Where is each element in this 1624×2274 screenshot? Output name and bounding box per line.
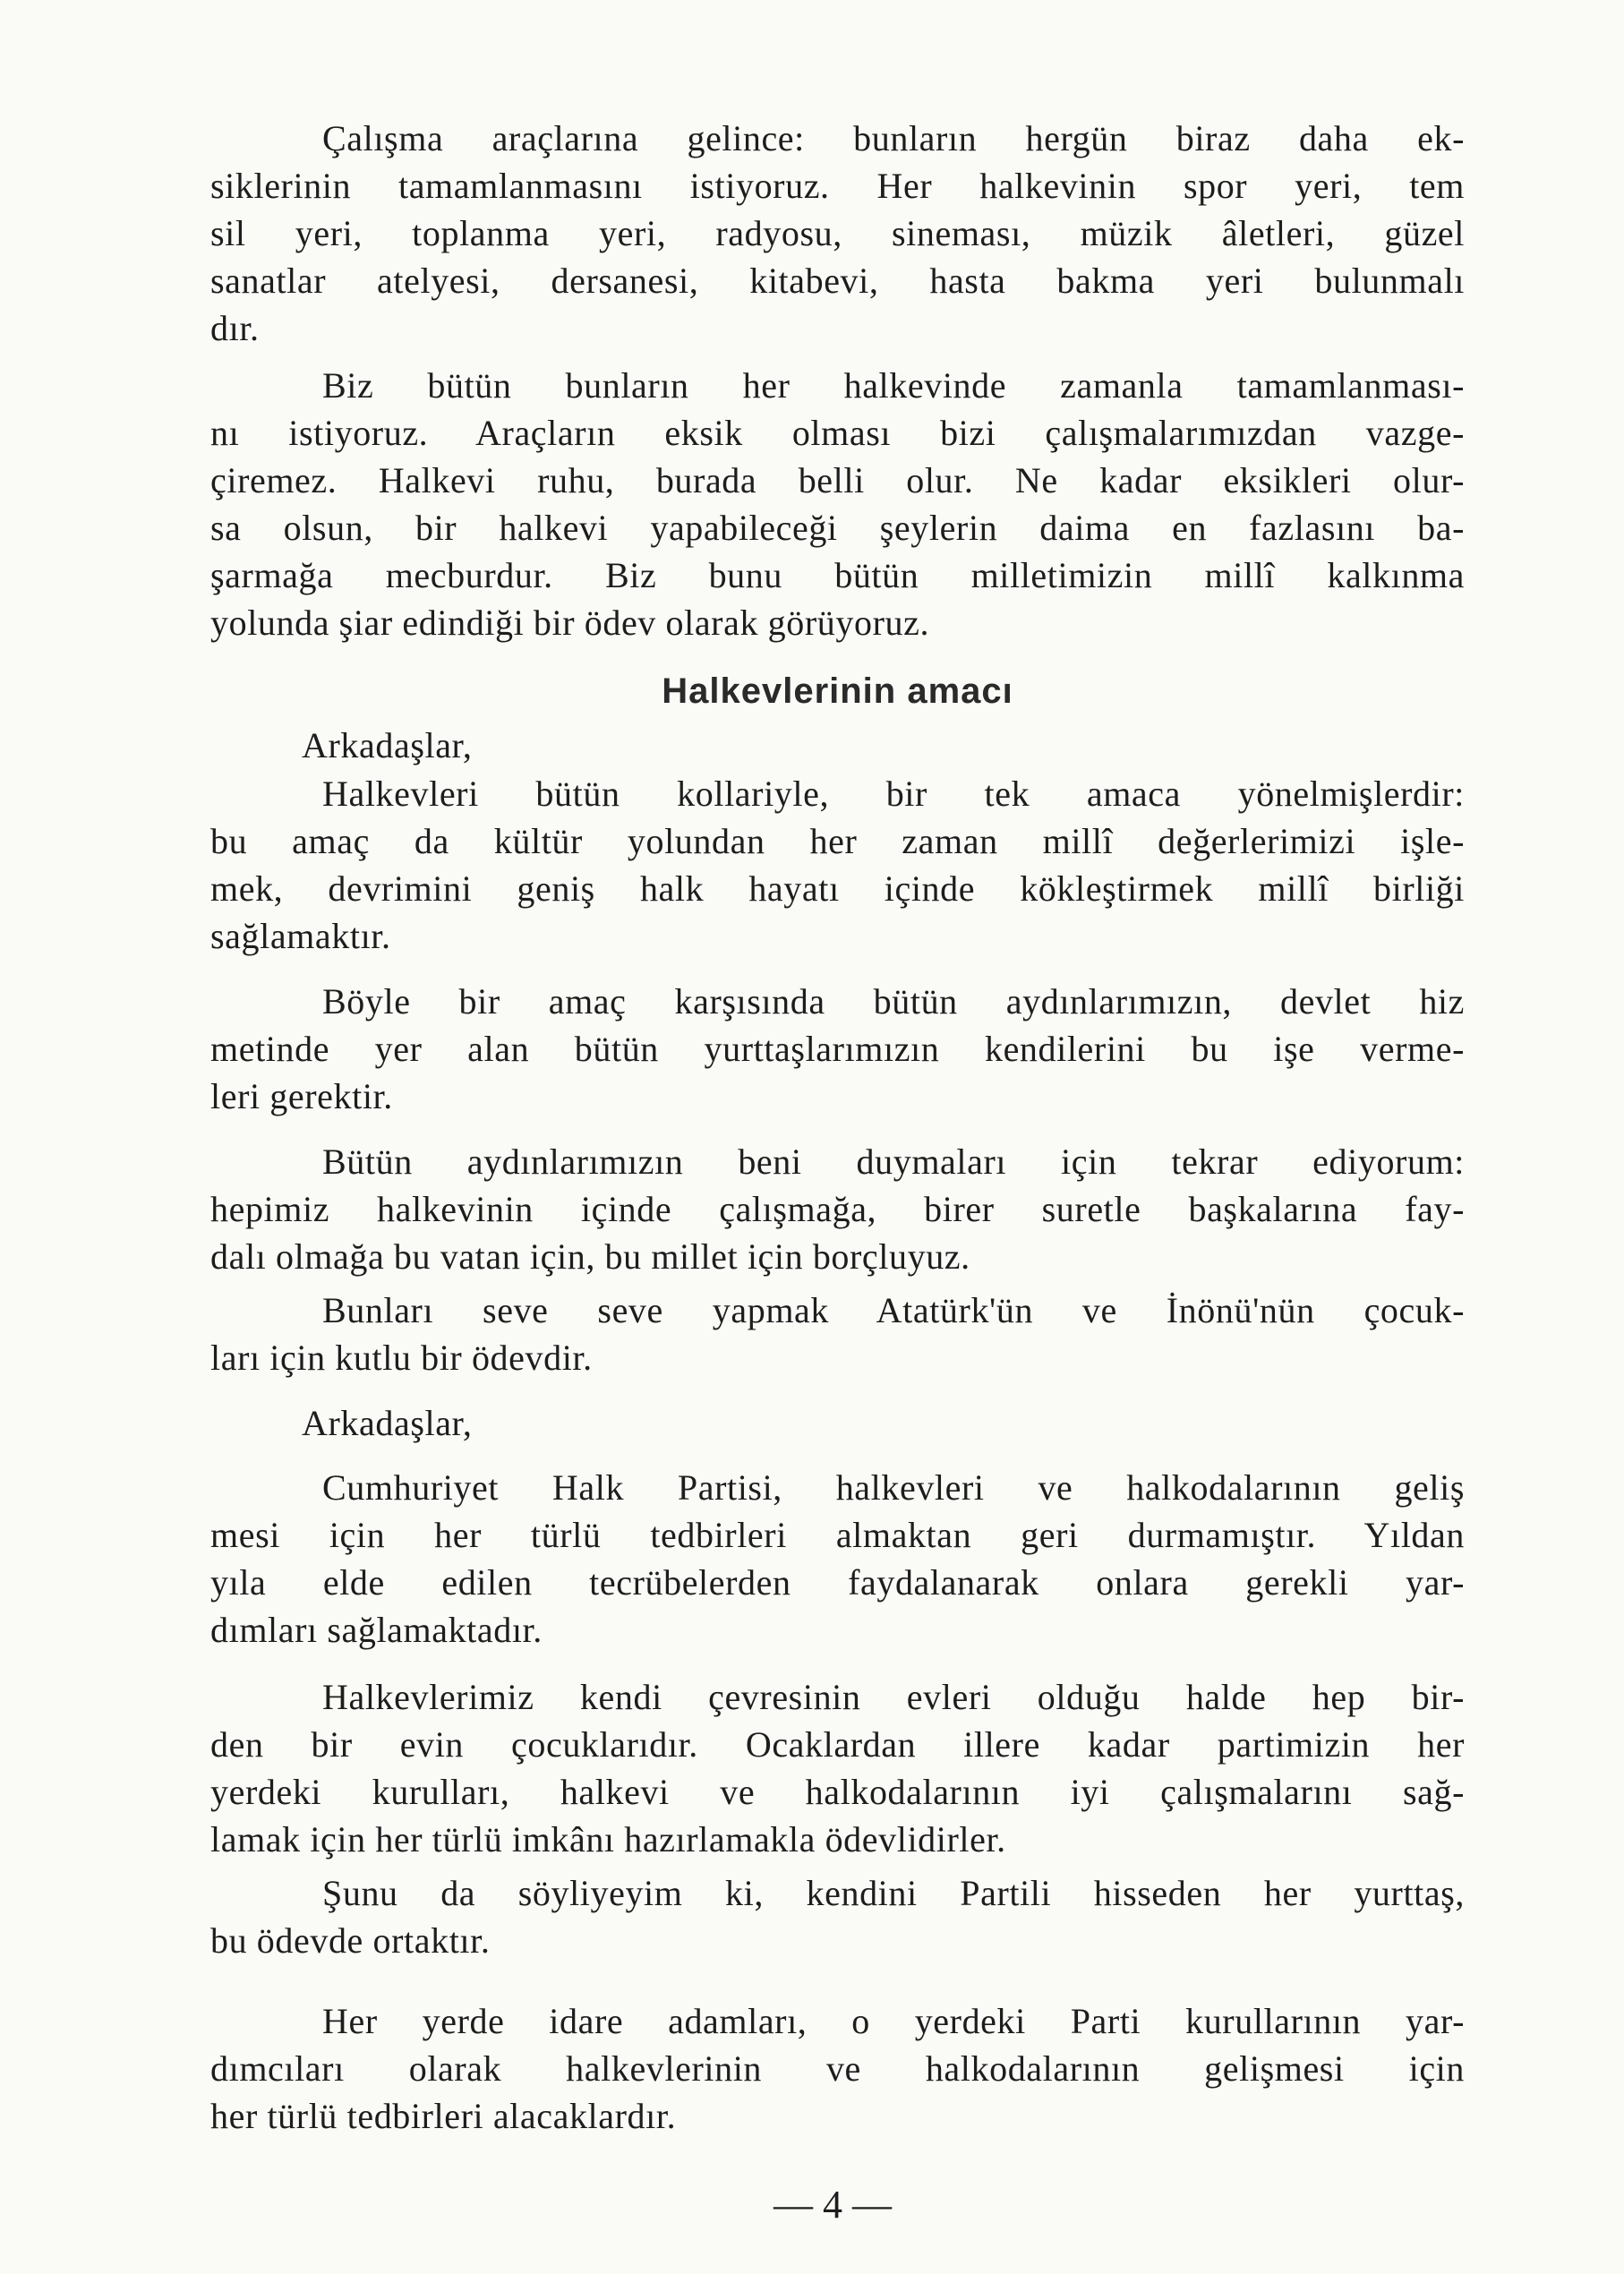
text-line: nı istiyoruz. Araçların eksik olması bizi çalışmalarımızdan vazge- xyxy=(210,413,1465,453)
text-line: mesi için her türlü tedbirleri almaktan geri durmamıştır. Yıldan xyxy=(210,1515,1465,1555)
text-line: Çalışma araçlarına gelince: bunların hergün biraz daha ek- xyxy=(322,118,1465,158)
text-line: Şunu da söyliyeyim ki, kendini Partili hisseden her yurttaş, xyxy=(322,1873,1465,1913)
text-line: sa olsun, bir halkevi yapabileceği şeylerin daima en fazlasını ba- xyxy=(210,508,1465,548)
text-line: metinde yer alan bütün yurttaşlarımızın kendilerini bu işe verme- xyxy=(210,1029,1465,1069)
text-line: hepimiz halkevinin içinde çalışmağa, birer suretle başkalarına fay- xyxy=(210,1189,1465,1229)
text-line: yerdeki kurulları, halkevi ve halkodalarının iyi çalışmalarını sağ- xyxy=(210,1772,1465,1812)
paragraph xyxy=(210,362,1465,646)
text-line: Biz bütün bunların her halkevinde zamanla tamamlanması- xyxy=(322,365,1465,406)
text-line: mek, devrimini geniş halk hayatı içinde kökleştirmek millî birliği xyxy=(210,868,1465,909)
text-line: dımcıları olarak halkevlerinin ve halkodalarının gelişmesi için xyxy=(210,2048,1465,2089)
text-line: leri gerektir. xyxy=(210,1076,393,1116)
document-page xyxy=(210,115,1465,2140)
paragraph xyxy=(210,1287,1465,1381)
paragraph xyxy=(210,1673,1465,1863)
text-line: sağlamaktır. xyxy=(210,916,391,956)
text-line: dır. xyxy=(210,308,260,348)
paragraph xyxy=(210,1464,1465,1654)
text-line: sanatlar atelyesi, dersanesi, kitabevi, hasta bakma yeri bulunmalı xyxy=(210,261,1465,301)
paragraph xyxy=(210,1997,1465,2140)
text-line: yıla elde edilen tecrübelerden faydalanarak onlara gerekli yar- xyxy=(210,1562,1465,1603)
text-line: Halkevleri bütün kollariyle, bir tek amaca yönelmişlerdir: xyxy=(322,774,1465,814)
text-line: lamak için her türlü imkânı hazırlamakla ödevlidirler. xyxy=(210,1819,1006,1859)
text-line: dımları sağlamaktadır. xyxy=(210,1610,543,1650)
page-number: — 4 — xyxy=(774,2183,892,2227)
text-line: çiremez. Halkevi ruhu, burada belli olur. Ne kadar eksikleri olur- xyxy=(210,460,1465,500)
text-line: Bütün aydınlarımızın beni duymaları için tekrar ediyorum: xyxy=(322,1141,1465,1182)
text-line: Her yerde idare adamları, o yerdeki Parti kurullarının yar- xyxy=(322,2001,1465,2041)
text-line: bu ödevde ortaktır. xyxy=(210,1920,491,1961)
paragraph xyxy=(210,1138,1465,1280)
section-heading: Halkevlerinin amacı xyxy=(662,671,1013,711)
text-line: Böyle bir amaç karşısında bütün aydınlarımızın, devlet hiz xyxy=(322,981,1465,1022)
text-line: bu amaç da kültür yolundan her zaman millî değerlerimizi işle- xyxy=(210,821,1465,861)
text-line: siklerinin tamamlanmasını istiyoruz. Her halkevinin spor yeri, tem xyxy=(210,166,1465,206)
paragraph xyxy=(210,770,1465,960)
text-line: şarmağa mecburdur. Biz bunu bütün milletimizin millî kalkınma xyxy=(210,555,1465,595)
text-line: yolunda şiar edindiği bir ödev olarak görüyoruz. xyxy=(210,603,930,643)
text-line: ları için kutlu bir ödevdir. xyxy=(210,1338,593,1378)
text-line: dalı olmağa bu vatan için, bu millet için borçluyuz. xyxy=(210,1236,970,1277)
text-line: sil yeri, toplanma yeri, radyosu, sineması, müzik âletleri, güzel xyxy=(210,213,1465,253)
text-line: Halkevlerimiz kendi çevresinin evleri olduğu halde hep bir- xyxy=(322,1677,1465,1717)
paragraph xyxy=(210,1869,1465,1964)
text-line: den bir evin çocuklarıdır. Ocaklardan illere kadar partimizin her xyxy=(210,1724,1465,1765)
text-line: Bunları seve seve yapmak Atatürk'ün ve İnönü'nün çocuk- xyxy=(322,1290,1465,1330)
paragraph xyxy=(210,115,1465,352)
paragraph xyxy=(210,978,1465,1120)
salutation: Arkadaşlar, xyxy=(302,725,473,765)
text-line: her türlü tedbirleri alacaklardır. xyxy=(210,2096,677,2136)
text-line: Cumhuriyet Halk Partisi, halkevleri ve halkodalarının geliş xyxy=(322,1467,1465,1508)
salutation: Arkadaşlar, xyxy=(302,1403,473,1443)
